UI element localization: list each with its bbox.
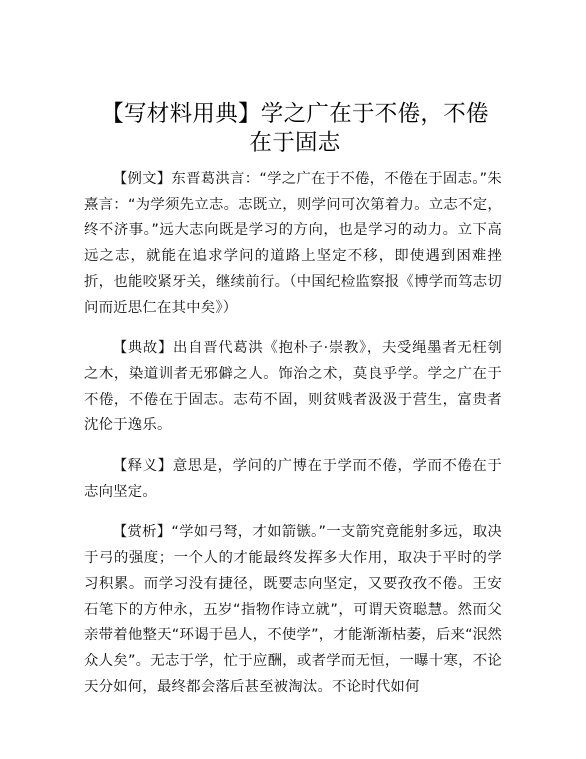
document-body [84,167,502,715]
paragraph-allusion-tag: 【典故】 [112,340,174,357]
paragraph-meaning [84,454,502,505]
document-title: 【写材料用典】学之广在于不倦，不倦在于固志 [101,101,489,156]
paragraph-appreciation-text: “学如弓弩，才如箭镞。”一支箭究竟能射多远，取决于弓的强度；一个人的才能最终发挥多大作用，取决于平时的学习积累。而学习没有捷径，既要志向坚定，又要孜孜不倦。王安石笔下的方仲永，五岁“指物作诗立就”，可谓天资聪慧。然而父亲带着他整天“环谒于邑人，不使学”，才能渐渐枯萎，后来“泯然众人矣”。无志于学，忙于应酬，或者学而无恒，一曝十寒，不论天分如何，最终都会落后甚至被淘汰。不论时代如何 [84,524,502,695]
paragraph-appreciation-tag: 【赏析】 [112,524,172,541]
paragraph-meaning-text: 意思是，学问的广博在于学而不倦，学而不倦在于志向坚定。 [84,458,502,500]
paragraph-example-text: 东晋葛洪言：“学之广在于不倦，不倦在于固志。”朱熹言：“为学须先立志。志既立，则学问可次第着力。立志不定，终不济事。”远大志向既是学习的方向，也是学习的动力。立下高远之志，就能在追求学问的道路上坚定不移，即使遇到困难挫折，也能咬紧牙关，继续前行。（中国纪检监察报《博学而笃志切问而近思仁在其中矣》） [84,171,502,316]
paragraph-allusion [84,336,502,439]
paragraph-example [84,167,502,321]
paragraph-allusion-text: 出自晋代葛洪《抱朴子·崇教》，夫受绳墨者无枉刳之木，染道训者无邪僻之人。饰治之术，莫良乎学。学之广在于不倦，不倦在于固志。志苟不固，则贫贱者汲汲于营生，富贵者沈伦于逸乐。 [84,340,502,434]
paragraph-meaning-tag: 【释义】 [112,458,173,475]
paragraph-example-tag: 【例文】 [112,171,172,187]
paragraph-appreciation [84,520,502,700]
